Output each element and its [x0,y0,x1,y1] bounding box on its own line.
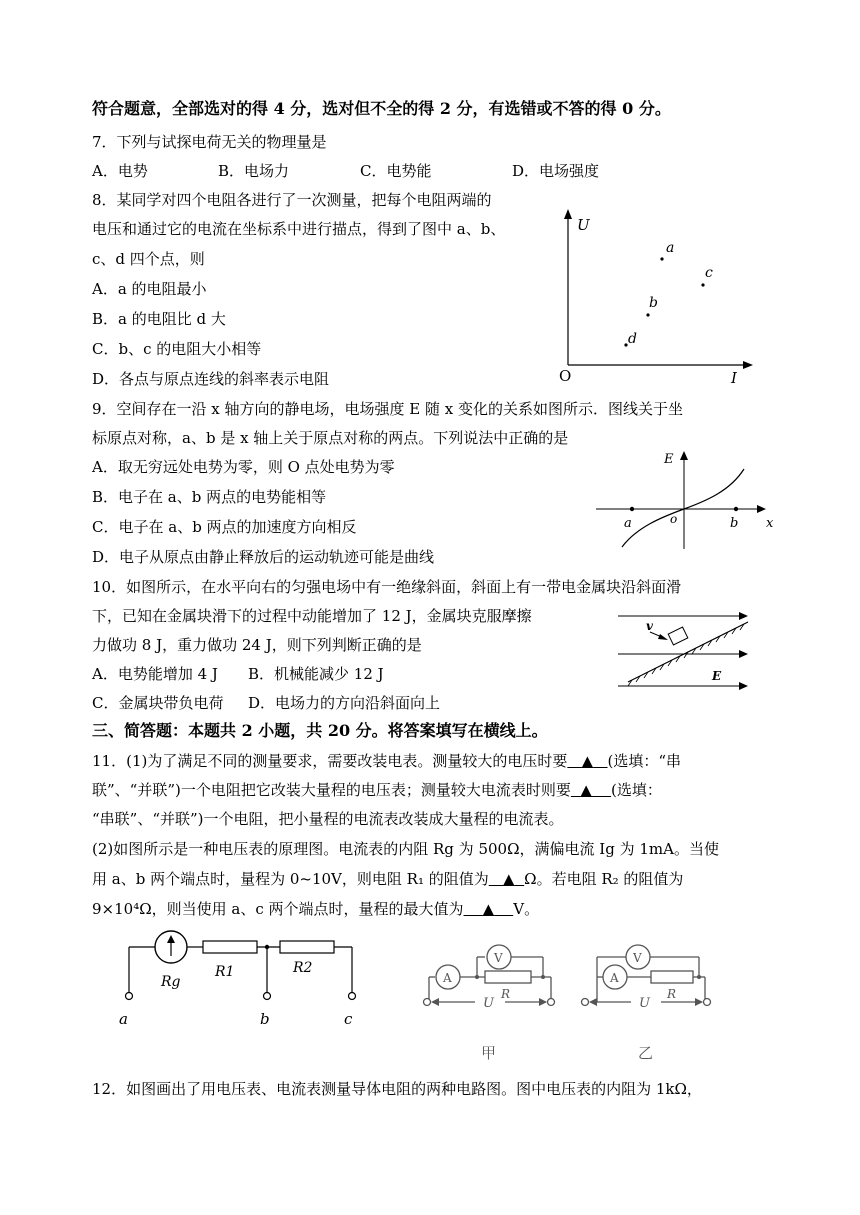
q7-option-b: B．电场力 [218,162,290,180]
point-a-dot [630,507,634,511]
point-b-label: b [649,295,658,311]
q10-stem-line2: 下，已知在金属块滑下的过程中动能增加了 12 J，金属块克服摩擦 [92,607,532,625]
q11-line3: “串联”、“并联”)一个电阻，把小量程的电流表改装成大量程的电流表。 [92,810,564,828]
point-b [646,313,649,316]
q11-line6-text: 9×10⁴Ω，则当使用 a、c 两个端点时，量程的最大值为 [92,900,464,918]
b-terminal-label: b [260,1010,270,1028]
rg-label: Rg [161,974,181,990]
resistor-r1 [203,941,257,953]
jia-u-label: U [483,996,494,1011]
point-d-label: d [628,331,637,347]
yi-u-label: U [639,996,650,1011]
answer-blank-4[interactable]: ▲ [482,900,495,918]
terminal-c [349,993,356,1000]
x-axis-label: x [766,516,774,531]
circuit-yi-label: 乙 [638,1044,654,1062]
answer-blank-1[interactable]: ▲ [581,752,594,770]
q11-line6: 9×10⁴Ω，则当使用 a、c 两个端点时，量程的最大值为 ▲ V。 [92,900,540,918]
measurement-circuits [415,943,720,1063]
q8-stem-line1: 8．某同学对四个电阻各进行了一次测量，把每个电阻两端的 [92,191,492,209]
c-terminal-label: c [344,1010,353,1028]
q9-option-b: B．电子在 a、b 两点的电势能相等 [92,488,327,506]
q10-option-d: D．电场力的方向沿斜面向上 [248,694,441,712]
a-label: a [624,516,632,531]
q8-option-a: A．a 的电阻最小 [92,280,207,298]
yi-ammeter-label: A [610,971,619,985]
voltmeter-principle-circuit [115,930,365,1030]
b-label: b [730,516,739,531]
origin-label: O [559,367,572,385]
q9-option-c: C．电子在 a、b 两点的加速度方向相反 [92,518,357,536]
q7-stem: 7．下列与试探电荷无关的物理量是 [92,133,327,151]
jia-r-label: R [501,987,511,1001]
q11-line1: 11．(1)为了满足不同的测量要求，需要改装电表。测量较大的电压时要 ▲ (选填：“串 [92,752,682,770]
q11-line2-text: 联”、“并联”)一个电阻把它改装大量程的电压表；测量较大电流表时则要 [92,781,571,799]
q11-line5-text: 用 a、b 两个端点时，量程为 0~10V，则电阻 R₁ 的阻值为 [92,870,489,888]
q10-option-c: C．金属块带负电荷 [92,694,224,712]
point-b-dot [734,507,738,511]
answer-blank-2[interactable]: ▲ [580,781,592,799]
q9-stem-line1: 9．空间存在一沿 x 轴方向的静电场，电场强度 E 随 x 变化的关系如图所示．图线关于坐 [92,400,684,418]
yi-r-label: R [667,987,677,1001]
jia-ammeter-label: A [443,971,452,985]
q10-incline-figure [610,604,760,699]
q11-line1-text: 11．(1)为了满足不同的测量要求，需要改装电表。测量较大的电压时要 [92,752,568,770]
scoring-rule: 符合题意，全部选对的得 4 分，选对但不全的得 2 分，有选错或不答的得 0 分。 [92,99,671,118]
q9-stem-line2: 标原点对称，a、b 是 x 轴上关于原点对称的两点。下列说法中正确的是 [92,429,569,447]
origin-o-label: o [670,512,678,526]
velocity-label: v [646,619,653,633]
e-axis-label: E [664,452,674,467]
q7-option-c: C．电势能 [360,162,432,180]
u-axis-label: U [577,216,590,234]
field-label: E [712,669,722,683]
q8-option-c: C．b、c 的电阻大小相等 [92,340,262,358]
yi-voltmeter-label: V [633,951,642,965]
q11-line5: 用 a、b 两个端点时，量程为 0~10V，则电阻 R₁ 的阻值为 ▲ Ω。若电阻 R₂ 的阻值为 [92,870,684,888]
terminal-a [126,993,133,1000]
q9-ex-graph [592,445,782,555]
q11-line4: (2)如图所示是一种电压表的原理图。电流表的内阻 Rg 为 500Ω，满偏电流 Ig 为 1mA。当使 [92,840,719,858]
r1-label: R1 [215,964,235,980]
a-terminal-label: a [119,1010,128,1028]
metal-block [668,627,688,645]
q7-option-d: D．电场强度 [512,162,600,180]
point-c [701,283,704,286]
circuit-jia-label: 甲 [481,1044,497,1062]
q11-line2: 联”、“并联”)一个电阻把它改装大量程的电压表；测量较大电流表时则要 ▲ (选填： [92,781,662,799]
q10-stem-line1: 10．如图所示，在水平向右的匀强电场中有一绝缘斜面，斜面上有一带电金属块沿斜面滑 [92,578,682,596]
i-axis-label: I [731,369,737,387]
resistor-r2 [280,941,334,953]
jia-voltmeter-label: V [494,951,503,965]
terminal-b [264,993,271,1000]
q8-stem-line2: 电压和通过它的电流在坐标系中进行描点，得到了图中 a、b、 [92,220,506,238]
q10-stem-line3: 力做功 8 J，重力做功 24 J，则下列判断正确的是 [92,636,422,654]
q10-option-a: A．电势能增加 4 J [92,665,218,683]
q8-option-d: D．各点与原点连线的斜率表示电阻 [92,370,330,388]
q12-stem: 12．如图画出了用电压表、电流表测量导体电阻的两种电路图。图中电压表的内阻为 1kΩ， [92,1080,702,1098]
point-a [660,257,663,260]
q9-option-a: A．取无穷远处电势为零，则 O 点处电势为零 [92,458,395,476]
section-3-heading: 三、简答题：本题共 2 小题，共 20 分。将答案填写在横线上。 [92,721,548,740]
q8-stem-line3: c、d 四个点，则 [92,250,205,268]
q7-option-a: A．电势 [92,162,148,180]
q8-ui-graph [555,205,765,385]
q9-option-d: D．电子从原点由静止释放后的运动轨迹可能是曲线 [92,548,435,566]
point-c-label: c [705,265,713,281]
q10-option-b: B．机械能减少 12 J [248,665,384,683]
point-a-label: a [666,240,675,256]
r2-label: R2 [293,960,313,976]
answer-blank-3[interactable]: ▲ [503,870,515,888]
q8-option-b: B．a 的电阻比 d 大 [92,310,226,328]
